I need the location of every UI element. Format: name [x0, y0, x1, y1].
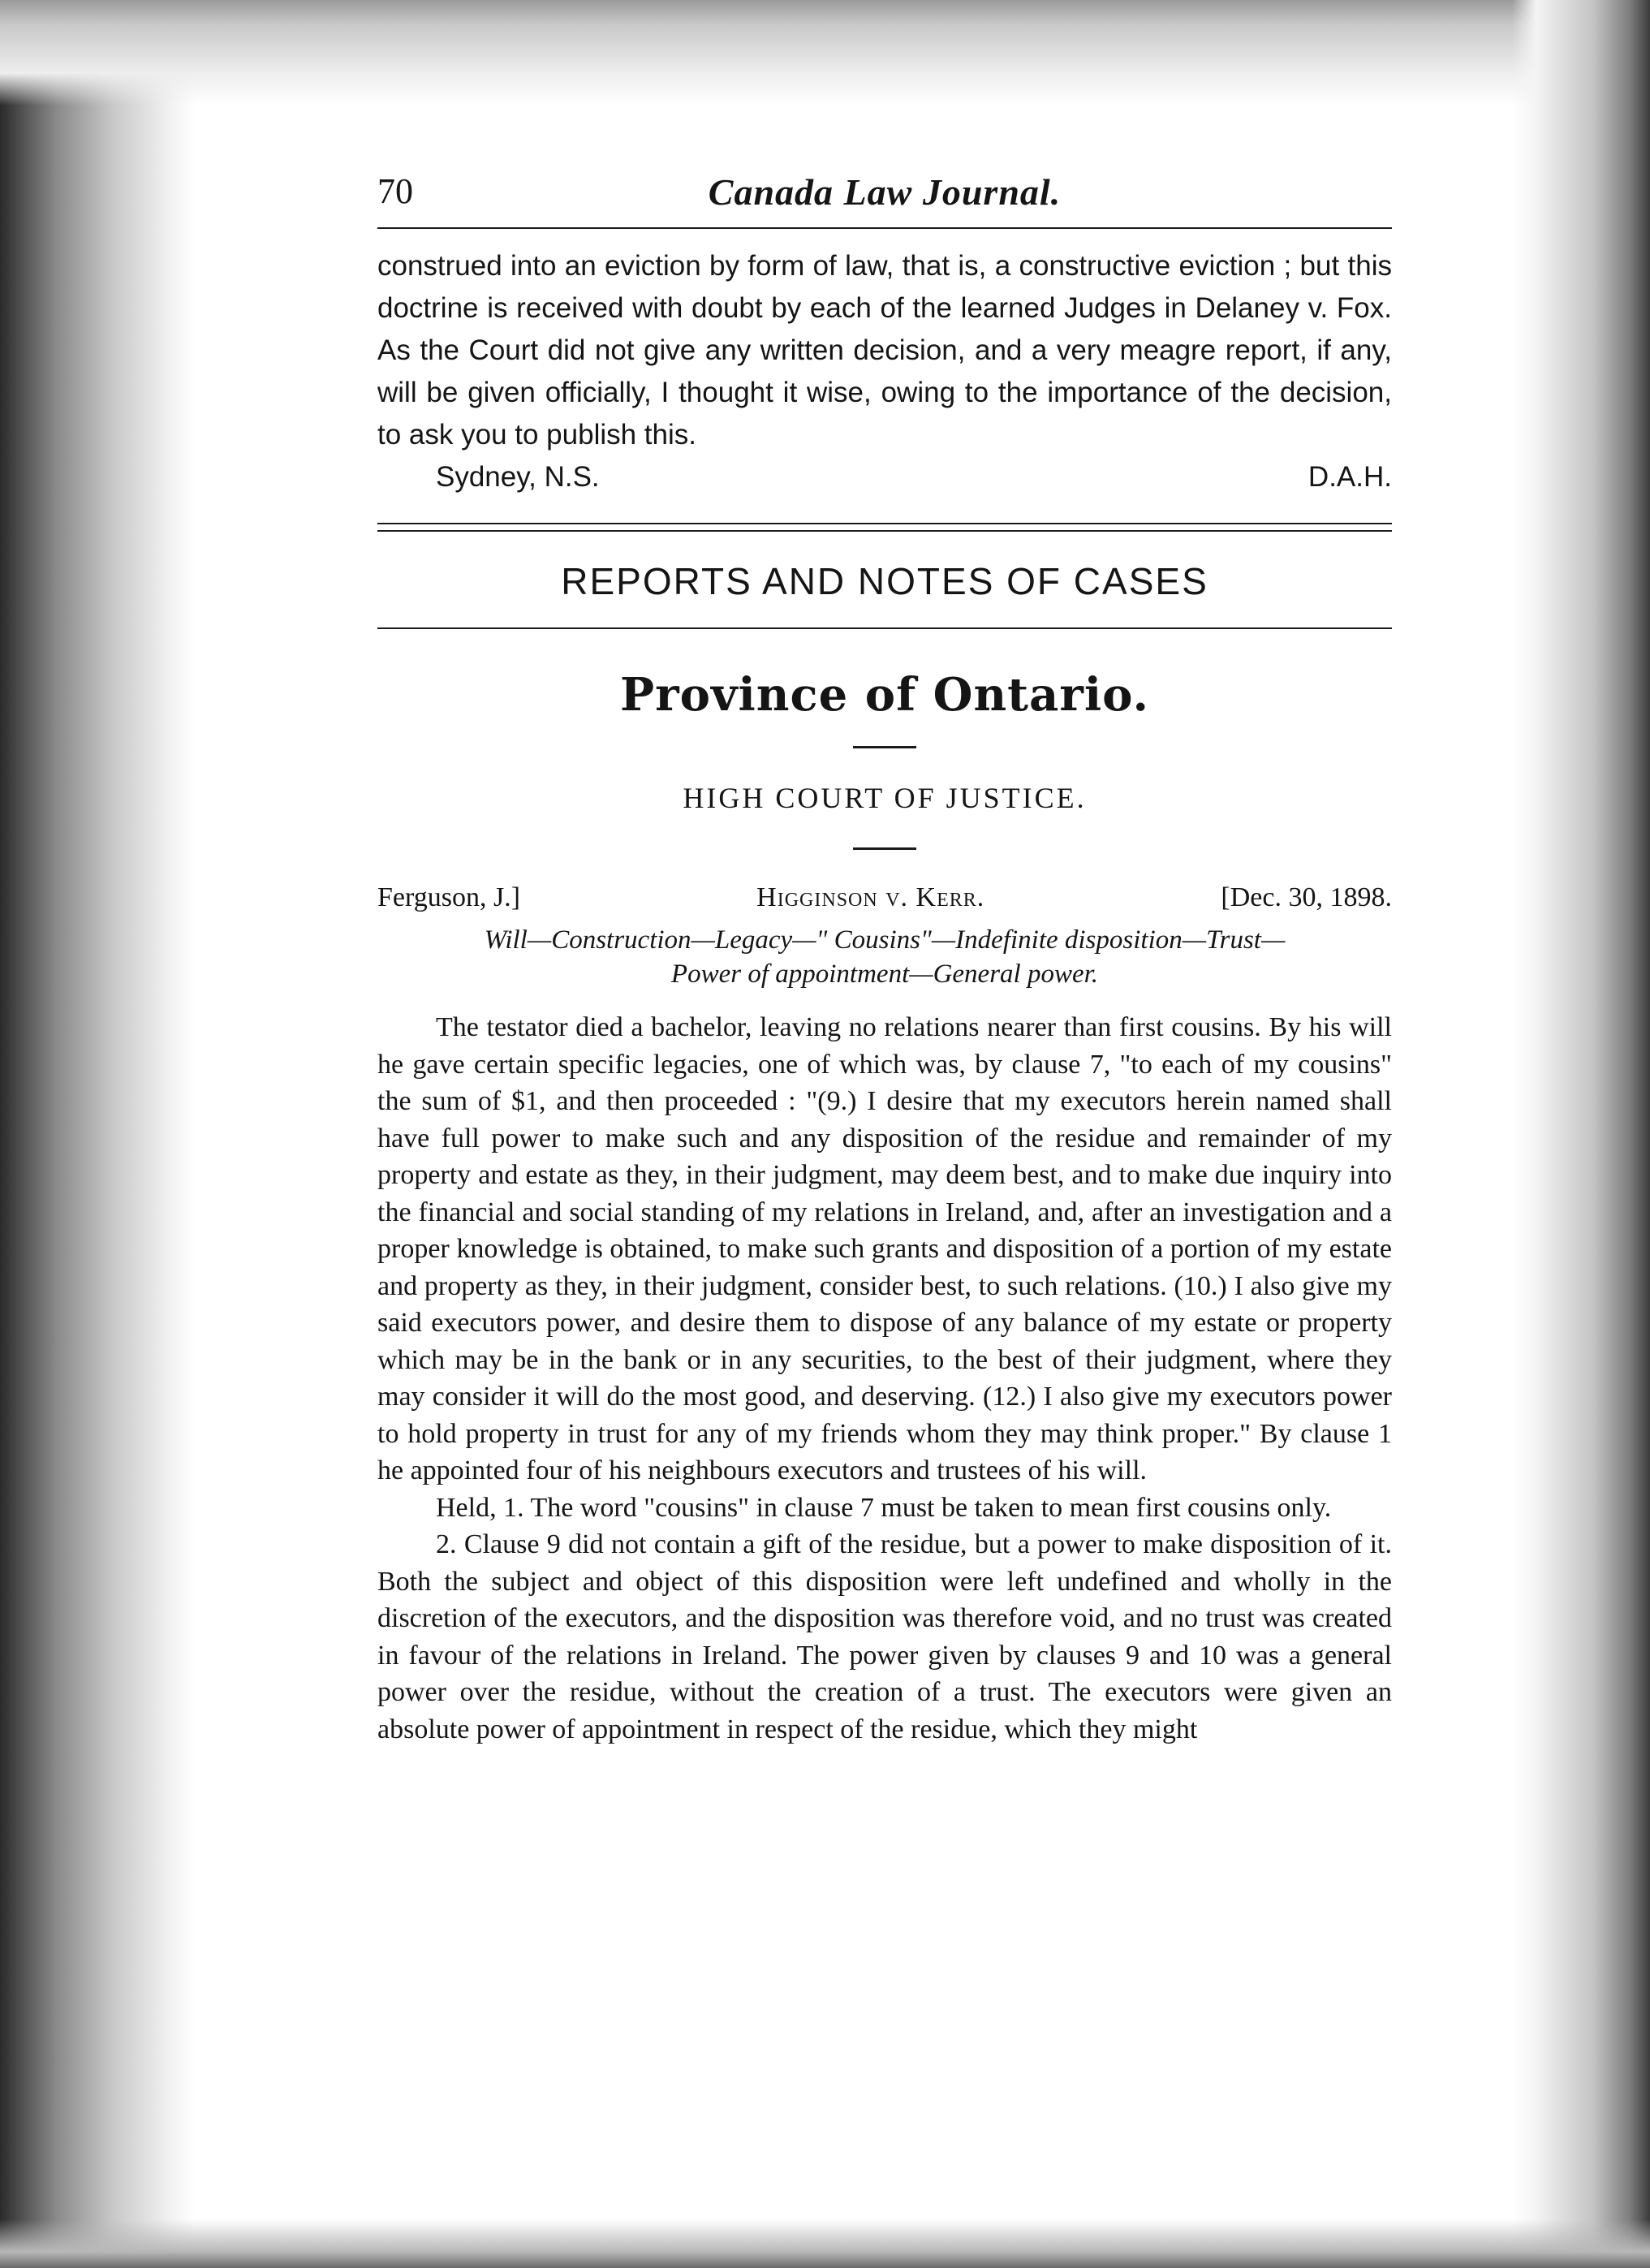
short-rule-2	[853, 847, 916, 850]
case-body: The testator died a bachelor, leaving no relations nearer than first cousins. By his will he gave certain specific legacies, one of which was, by clause 7, "to each of my cousins" the sum of $1, and then proceeded : "(9.) I desire that my executors herein named shall have full power to make such and any disposition of the residue and remainder of my property and estate as they, in their judgment, may deem best, and to make due inquiry into the financial and social standing of my relations in Ireland, and, after an investigation and a proper knowledge is obtained, to make such grants and disposition of a portion of my estate and property as they, in their judgment, consider best, to such relations. (10.) I also give my said executors power, and desire them to dispose of any balance of my estate or property which may be in the bank or in any securities, to the best of their judgment, where they may consider it will do the most good, and deserving. (12.) I also give my executors power to hold property in trust for any of my friends whom they may think proper." By clause 1 he appointed four of his neighbours executors and trustees of his will.	[377, 1012, 1392, 1485]
letter-paragraph: construed into an eviction by form of law, that is, a constructive eviction ; but this doctrine is received with doubt by each of the learned Judges in Delaney v. Fox. As the Court did not give any written decision, and a very meagre report, if any, will be given officially, I thought it wise, owing to the importance of the decision, to ask you to publish this.	[377, 250, 1392, 451]
scan-shadow-right	[1512, 0, 1650, 2268]
journal-title: Canada Law Journal.	[708, 171, 1062, 213]
letter-signoff	[377, 456, 1392, 498]
case-held-1: Held, 1. The word "cousins" in clause 7 must be taken to mean first cousins only.	[436, 1492, 1332, 1523]
case-name: Higginson v. Kerr.	[756, 882, 985, 912]
section-heading: REPORTS AND NOTES OF CASES	[561, 560, 1208, 602]
headnote-line-1: Will—Construction—Legacy—" Cousins"—Indefinite disposition—Trust—	[484, 925, 1286, 955]
letter-signature: D.A.H.	[1308, 461, 1392, 493]
scan-shadow-top	[0, 0, 1650, 106]
section-double-rule	[377, 523, 1392, 532]
page-number: 70	[377, 171, 413, 211]
journal-page	[377, 162, 1392, 1748]
short-rule-1	[853, 746, 916, 748]
header-rule	[377, 227, 1392, 229]
case-line	[377, 882, 1392, 913]
case-judge: Ferguson, J.]	[377, 882, 520, 912]
section-rule	[377, 627, 1392, 629]
case-headnote	[377, 923, 1392, 991]
province-heading: Province of Ontario.	[620, 668, 1149, 722]
court-heading: HIGH COURT OF JUSTICE.	[683, 782, 1087, 814]
headnote-line-2: Power of appointment—General power.	[670, 959, 1099, 989]
running-head	[377, 162, 1392, 227]
scan-shadow-left	[0, 0, 195, 2268]
letter-place: Sydney, N.S.	[436, 461, 600, 493]
case-held-2: 2. Clause 9 did not contain a gift of the residue, but a power to make disposition of it. Both the subject and object of this disposition were left undefined and wholly in the discretion of the executors, and the disposition was therefore void, and no trust was created in favour of the relations in Ireland. The power given by clauses 9 and 10 was a general power over the residue, without the creation of a trust. The executors were given an absolute power of appointment in respect of the residue, which they might	[377, 1529, 1392, 1744]
case-date: [Dec. 30, 1898.	[1221, 882, 1392, 912]
scan-shadow-bottom	[0, 2219, 1650, 2268]
